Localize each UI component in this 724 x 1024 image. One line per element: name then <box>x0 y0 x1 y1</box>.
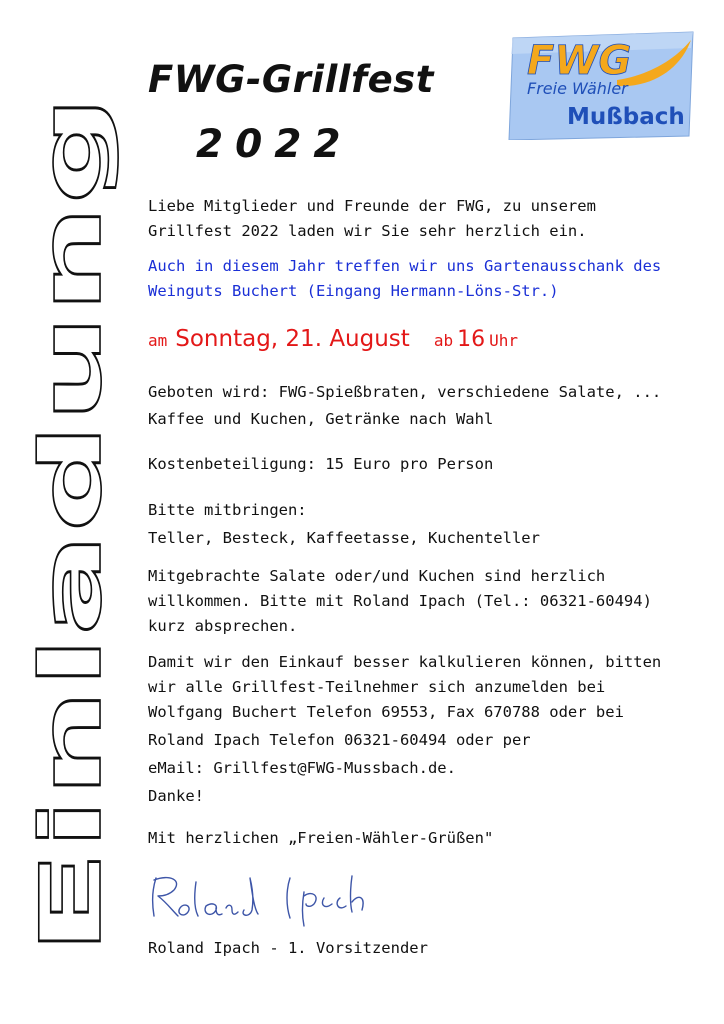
date-ab: ab <box>433 331 454 350</box>
logo-line1: Freie Wähler <box>527 79 628 98</box>
logo-line2: Mußbach <box>567 104 685 130</box>
vertical-title-text: Einladung <box>22 483 120 955</box>
handwritten-signature <box>140 868 380 928</box>
cost-line: Kostenbeteiligung: 15 Euro pro Person <box>148 455 494 473</box>
date-uhr: Uhr <box>489 331 518 350</box>
page-title: FWG-Grillfest <box>148 58 434 101</box>
bring-items: Teller, Besteck, Kaffeetasse, Kuchenteller <box>148 529 540 547</box>
registration-email: eMail: Grillfest@FWG-Mussbach.de. <box>148 759 456 777</box>
intro-line-2: Grillfest 2022 laden wir Sie sehr herzlich ein. <box>148 222 587 240</box>
offer-line-2: Kaffee und Kuchen, Getränke nach Wahl <box>148 410 494 428</box>
fwg-logo <box>505 28 695 140</box>
date-am: am <box>148 331 168 350</box>
registration-line-1: Damit wir den Einkauf besser kalkulieren können, bitten <box>148 653 662 671</box>
location-line-2: Weinguts Buchert (Eingang Hermann-Löns-Str.) <box>148 282 559 300</box>
page-year: 2022 <box>196 122 353 167</box>
registration-line-4: Roland Ipach Telefon 06321-60494 oder per <box>148 731 531 749</box>
date-hour: 16 <box>457 327 486 352</box>
location-line-1: Auch in diesem Jahr treffen wir uns Gartenausschank des <box>148 257 662 275</box>
event-date <box>148 326 518 352</box>
logo-abbr: FWG <box>527 38 632 84</box>
registration-line-2: wir alle Grillfest-Teilnehmer sich anzumelden bei <box>148 678 606 696</box>
date-day: Sonntag, 21. August <box>175 326 410 352</box>
salads-line-3: kurz absprechen. <box>148 617 298 635</box>
salads-line-1: Mitgebrachte Salate oder/und Kuchen sind herzlich <box>148 567 606 585</box>
vertical-title-einladung <box>0 50 130 960</box>
registration-line-3: Wolfgang Buchert Telefon 69553, Fax 670788 oder bei <box>148 703 624 721</box>
intro-line-1: Liebe Mitglieder und Freunde der FWG, zu unserem <box>148 197 596 215</box>
registration-thanks: Danke! <box>148 787 204 805</box>
bring-heading: Bitte mitbringen: <box>148 501 307 519</box>
salads-line-2: willkommen. Bitte mit Roland Ipach (Tel.: 06321-60494) <box>148 592 652 610</box>
offer-line-1: Geboten wird: FWG-Spießbraten, verschiedene Salate, ... <box>148 383 662 401</box>
greeting-line: Mit herzlichen „Freien-Wähler-Grüßen" <box>148 829 494 847</box>
signer-line: Roland Ipach - 1. Vorsitzender <box>148 939 428 957</box>
